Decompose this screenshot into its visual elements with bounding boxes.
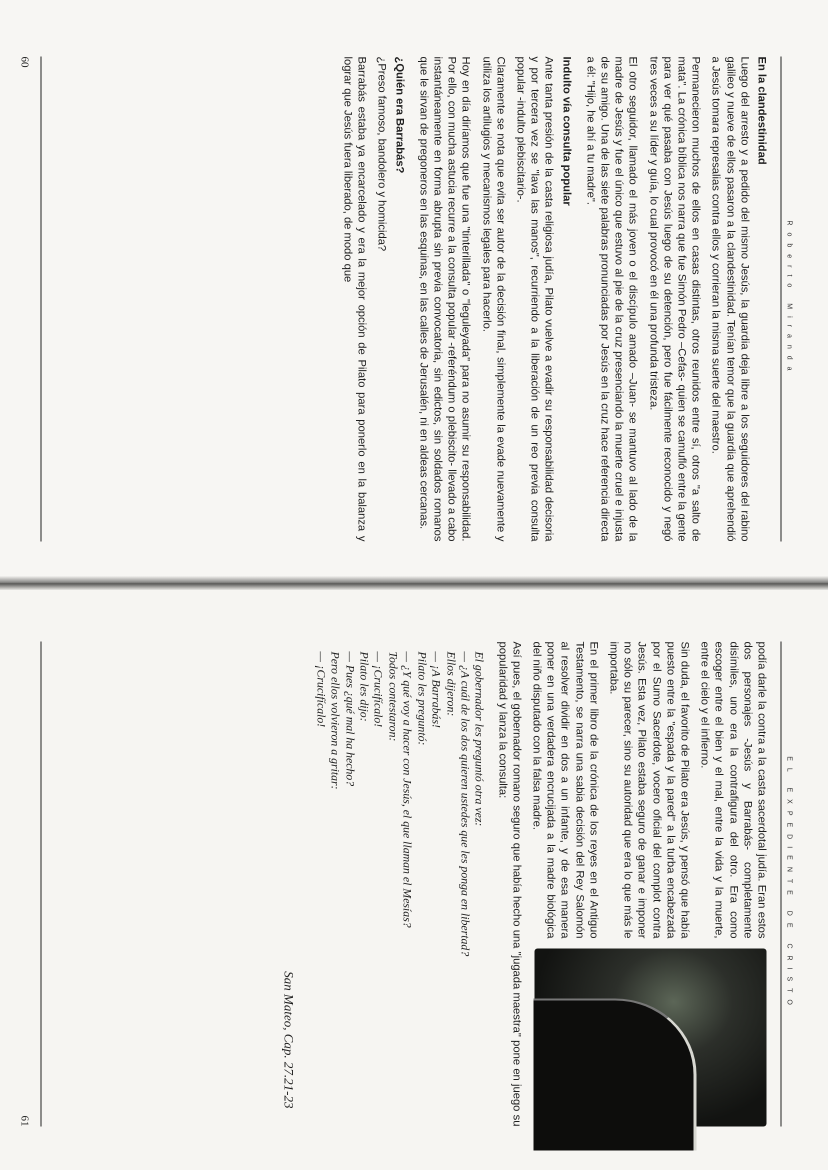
paragraph: Ante tanta presión de la casta religiosa judía, Pilato vuelve a evadir su responsabilidad decisoria y por tercera vez se "lava las manos", recurriendo a la liberación de un reo previa consulta popular -indulto plebiscitario-. (513, 56, 555, 541)
paragraph: Hoy en día diríamos que fue una "tinterillada" o "leguleyada" para no asumir su responsabilidad. Por ello, con mucha astucia recurre a la consulta popular -referéndum o plebiscito- llevado a cabo instantáneamente en forma abrupta sin previa convocatoria, sin edictos, sin soldados romanos que le sirvan de pregoneros en las esquinas, en las calles de Jerusalén, ni en aldeas cercanas. (416, 56, 472, 541)
quote-citation: San Mateo, Cap. 27.21-23 (281, 970, 297, 1108)
quote-line: Ellos dijeron: (443, 651, 458, 716)
quote-line: Pilato les dijo: (357, 651, 372, 722)
quote-line: El gobernador les preguntó otra vez: (472, 651, 487, 826)
paragraph: Permanecieron muchos de ellos en casas distintas, otros reunidos entre sí, otros "a salto de mata". La crónica bíblica nos narra que fue Simón Pedro –Cefas- quien se camufló entre la gente para ver qué pasaba con Jesús luego de su detención, pero fue fácilmente reconocido y negó tres veces a su líder y guía, lo cual provocó en él una profunda tristeza. (646, 56, 702, 541)
quote-line: — ¿Y qué voy a hacer con Jesús, el que llaman el Mesías? (400, 651, 415, 928)
quote-line: Pilato les preguntó: (414, 651, 429, 745)
photo-image (534, 948, 766, 1126)
page-61-slot (0, 585, 828, 1170)
page-61-body (281, 641, 768, 1126)
quote-line: — ¡Crucifícalo! (371, 651, 386, 727)
gospel-quote (313, 651, 486, 1126)
section-heading: ¿Quién era Barrabás? (392, 56, 405, 173)
quote-line: — ¡A Barrabás! (429, 651, 444, 728)
quote-line: — Pues ¿qué mal ha hecho? (342, 651, 357, 786)
paragraph: ¿Preso famoso, bandolero y homicida? (375, 56, 388, 251)
page-60-body (340, 56, 768, 541)
page-number: 61 (18, 1115, 30, 1126)
quote-line: Todos contestaron: (385, 651, 400, 741)
footer-rule (40, 641, 41, 1126)
quote-line: Pero ellos volvieron a gritar: (328, 651, 343, 790)
paragraph: Sin duda, el favorito de Pilato era Jesús, y pensó que había puesto entre la "espada y la pared" a la turba encabezada por el Sumo Sacerdote, vocero oficial del complot contra Jesús. Esta vez, Pilato estaba seguro de ganar e imponer no sólo su parecer, sino su autoridad que era lo que más le importaba. (606, 641, 690, 938)
running-head-author: Roberto Miranda (785, 219, 792, 378)
paragraph: El otro seguidor, llamado el más joven o el discípulo amado –Juan- se mantuvo al lado de la madre de Jesús y fue el único que estuvo al pie de la cruz presenciando la muerte cruel e injusta de su amigo. Una de las siete palabras pronunciadas por Jesús en la cruz hace referencia directa a él: "Hijo, he ahí a tu madre". (583, 56, 639, 541)
paragraph: En el primer libro de la crónica de los reyes en el Antiguo Testamento, se narra una sabia decisión del Rey Salomón al resolver dividir en dos a un infante, y de esa manera poner en una verdadera encrucijada a la madre biológica del niño disputado con la falsa madre. (529, 641, 599, 938)
book-gutter (0, 576, 828, 590)
header-rule (780, 641, 781, 1126)
paragraph: Así pues, el gobernador romano seguro que había hecho una "jugada maestra" pone en juego su popularidad y lanza la consulta: (495, 641, 522, 1126)
page-61 (0, 585, 828, 1170)
quote-line: — ¿A cuál de los dos quieren ustedes que les ponga en libertad? (457, 651, 472, 956)
running-head-title: EL EXPEDIENTE DE CRISTO (785, 755, 792, 1012)
paragraph: podía darle la contra a la casta sacerdotal judía. Eran estos dos personajes -Jesús y Barrabás- completamente disímiles, uno era la contrafigura del otro. Era como escoger entre el bien y el mal, entre la vida y la muerte, entre el cielo y el infierno. (698, 641, 767, 938)
header-rule (780, 56, 781, 541)
quote-line: — ¡Crucifícalo! (313, 651, 328, 727)
section-heading: Indulto vía consulta popular (559, 56, 572, 206)
paragraph: Luego del arresto y a pedido del mismo Jesús, la guardia deja libre a los seguidores del rabino galileo y nueve de ellos pasaron a la clandestinidad. Tenían temor que la guardia que aprehendió a Jesús tomara represalias contra ellos y corrieran la misma suerte del maestro. (709, 56, 750, 541)
paragraph: Barrabás estaba ya encarcelado y era la mejor opción de Pilato para ponerlo en la balanza y lograr que Jesús fuera liberado, de modo que (340, 56, 368, 541)
page-number: 60 (18, 56, 30, 67)
paragraph: Claramente se nota que evita ser autor de la decisión final, simplemente la evade nuevamente y utiliza los artilugios y mecanismos legales para hacerlo. (479, 56, 506, 541)
footer-rule (40, 56, 41, 541)
section-heading: En la clandestinidad (755, 56, 767, 165)
